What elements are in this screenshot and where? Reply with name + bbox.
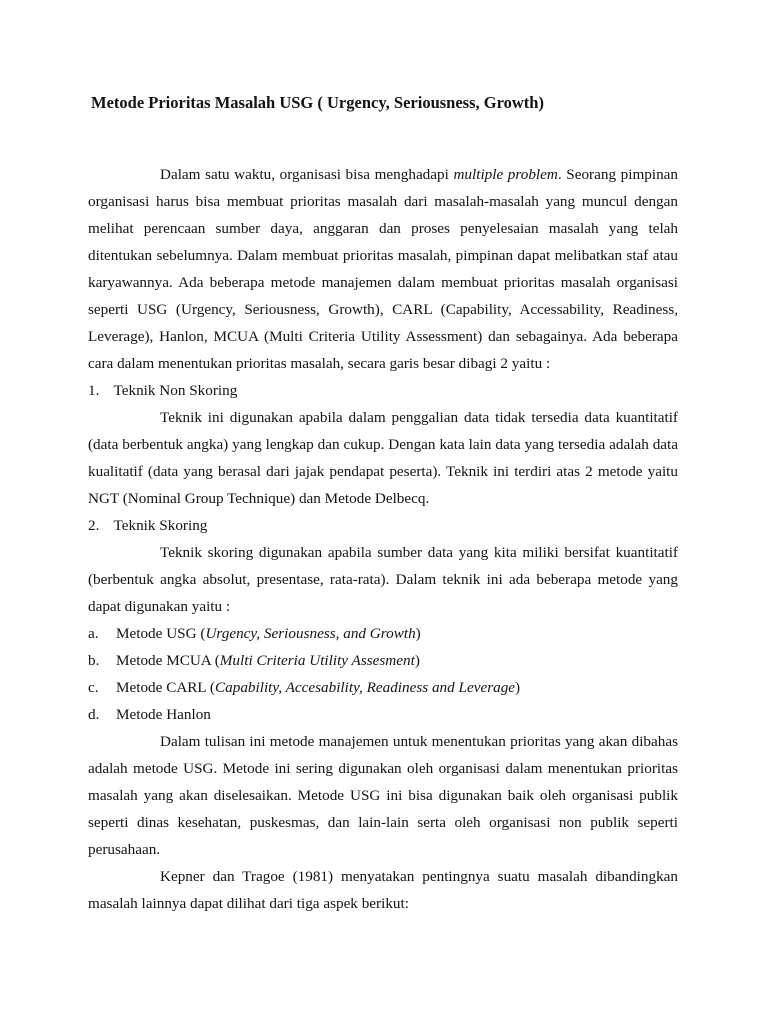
non-skoring-paragraph: Teknik ini digunakan apabila dalam penggalian data tidak tersedia data kuantitatif (data berbentuk angka) yang lengkap dan cukup. Dengan kata lain data yang tersedia adalah data kualitatif (data yang berasal dari jajak pendapat peserta). Teknik ini terdiri atas 2 metode yaitu NGT (Nominal Group Technique) dan Metode Delbecq. <box>88 409 678 507</box>
method-list-item-hanlon <box>88 701 678 728</box>
section-number: 2. <box>88 517 100 534</box>
method-close: ) <box>414 652 420 669</box>
usg-paragraph: Dalam tulisan ini metode manajemen untuk menentukan prioritas yang akan dibahas adalah metode USG. Metode ini sering digunakan oleh organisasi dalam menentukan prioritas masalah yang akan diselesaikan. Metode USG ini bisa digunakan baik oleh organisasi publik seperti dinas kesehatan, puskesmas, dan lain-lain serta oleh organisasi non publik seperti perusahaan. <box>88 733 678 858</box>
section-heading-text: Teknik Non Skoring <box>113 382 238 399</box>
method-italic: Multi Criteria Utility Assesment <box>219 652 415 669</box>
method-list-item-mcua <box>88 647 678 674</box>
method-name: Metode MCUA ( <box>116 652 220 669</box>
method-list-item-usg <box>88 620 678 647</box>
intro-italic-term: multiple problem <box>453 166 558 183</box>
method-close: ) <box>415 625 421 642</box>
method-close: ) <box>515 679 521 696</box>
list-letter: c. <box>88 679 99 696</box>
intro-text-start: Dalam satu waktu, organisasi bisa menghadapi <box>160 166 454 183</box>
section-number: 1. <box>88 382 100 399</box>
method-list-item-carl <box>88 674 678 701</box>
intro-paragraph <box>88 161 678 377</box>
list-letter: b. <box>88 652 100 669</box>
kepner-paragraph: Kepner dan Tragoe (1981) menyatakan pentingnya suatu masalah dibandingkan masalah lainnya dapat dilihat dari tiga aspek berikut: <box>88 868 678 912</box>
method-name: Metode CARL ( <box>116 679 215 696</box>
document-title: Metode Prioritas Masalah USG ( Urgency, Seriousness, Growth) <box>91 93 544 112</box>
list-letter: d. <box>88 706 100 723</box>
document-body <box>88 161 678 917</box>
method-name: Metode Hanlon <box>116 706 211 723</box>
section-heading-text: Teknik Skoring <box>113 517 208 534</box>
list-letter: a. <box>88 625 99 642</box>
method-italic: Urgency, Seriousness, and Growth <box>205 625 416 642</box>
skoring-paragraph: Teknik skoring digunakan apabila sumber data yang kita miliki bersifat kuantitatif (berbentuk angka absolut, presentase, rata-rata). Dalam teknik ini ada beberapa metode yang dapat digunakan yaitu : <box>88 544 678 615</box>
section-heading-non-skoring <box>88 377 678 404</box>
method-italic: Capability, Accesability, Readiness and Leverage <box>215 679 516 696</box>
method-name: Metode USG ( <box>116 625 206 642</box>
intro-text-end: . Seorang pimpinan organisasi harus bisa membuat prioritas masalah dari masalah-masalah yang muncul dengan melihat perencaan sumber daya, anggaran dan proses penyelesaian masalah yang telah ditentukan sebelumnya. Dalam membuat prioritas masalah, pimpinan dapat melibatkan staf atau karyawannya. Ada beberapa metode manajemen dalam membuat prioritas masalah organisasi seperti USG (Urgency, Seriousness, Growth), CARL (Capability, Accessability, Readiness, Leverage), Hanlon, MCUA (Multi Criteria Utility Assessment) dan sebagainya. Ada beberapa cara dalam menentukan prioritas masalah, secara garis besar dibagi 2 yaitu : <box>88 166 678 372</box>
section-heading-skoring <box>88 512 678 539</box>
